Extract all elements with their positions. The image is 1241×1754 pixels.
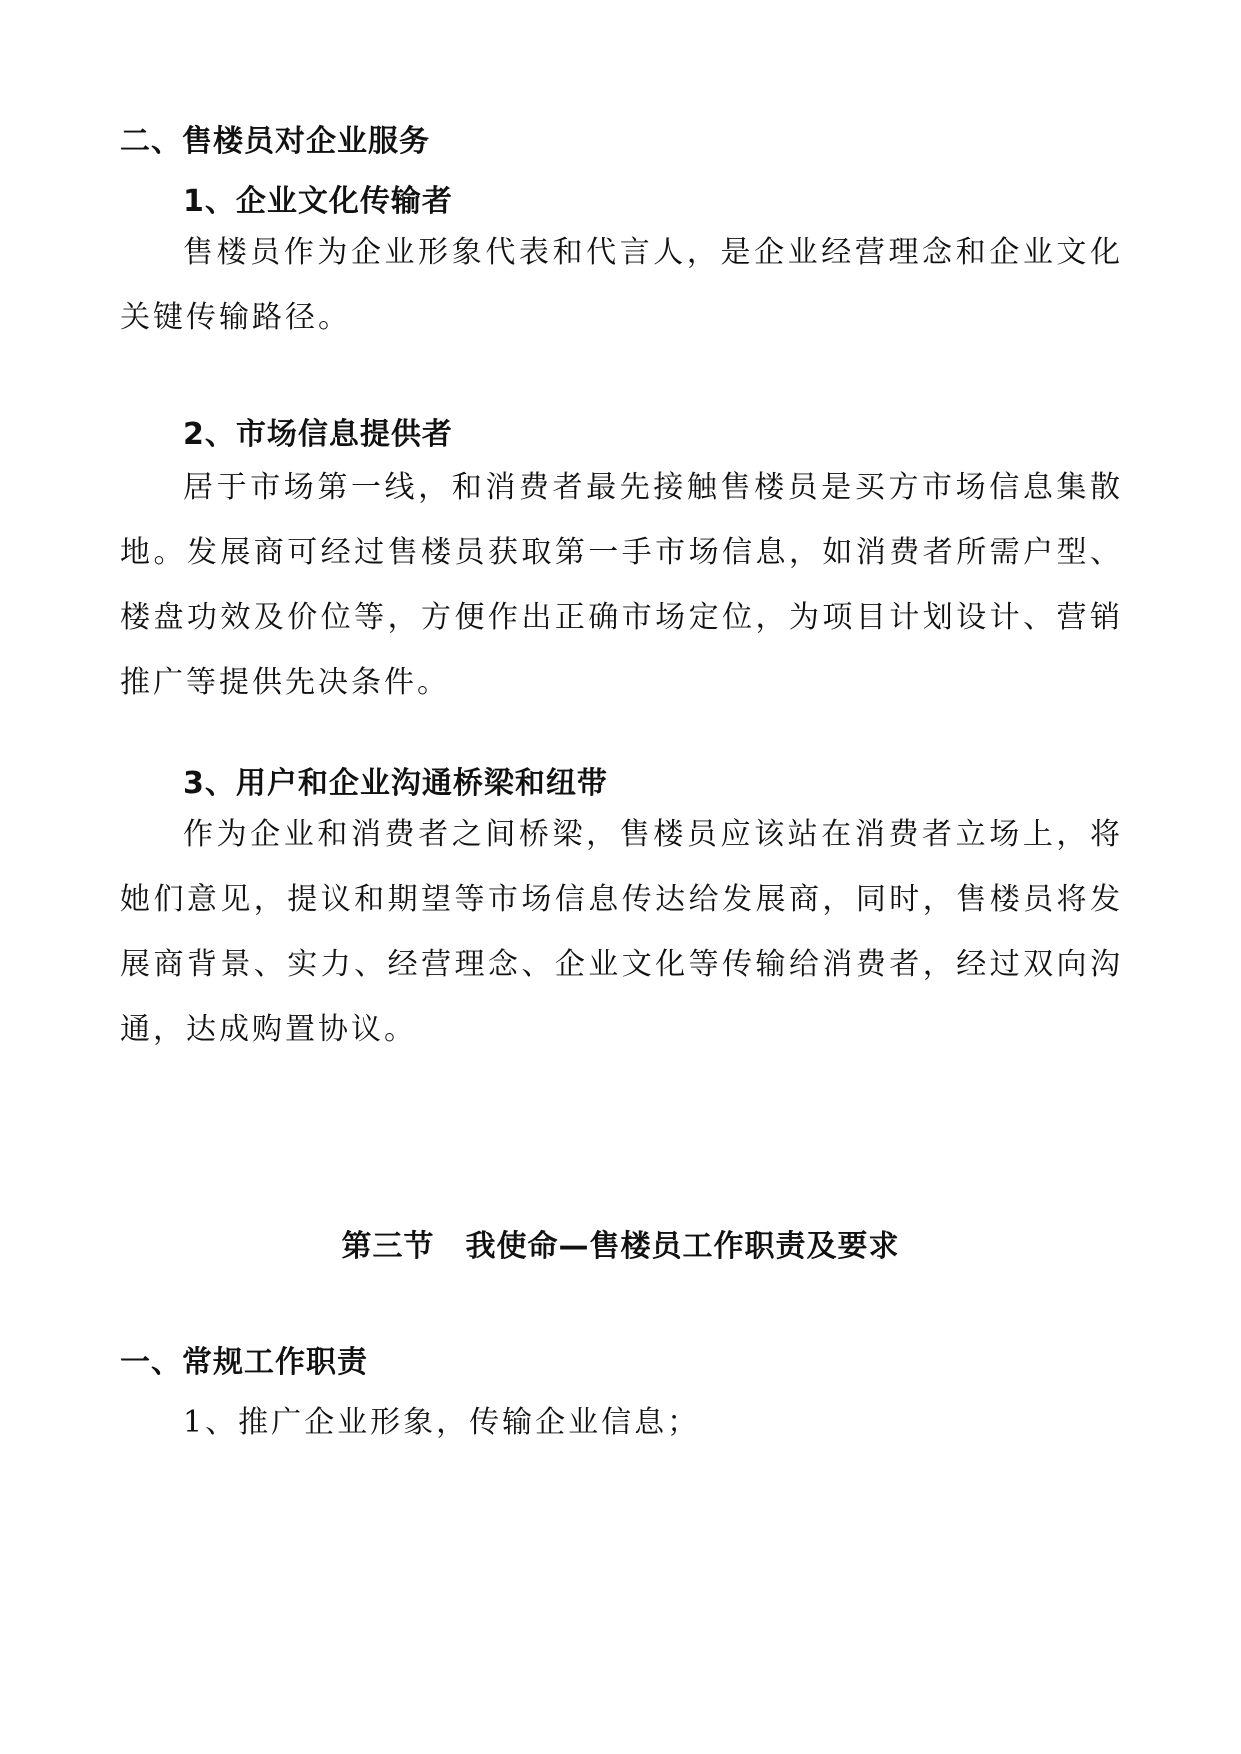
paragraph-market-info-provider: 居于市场第一线，和消费者最先接触售楼员是买方市场信息集散地。发展商可经过售楼员获取第一手市场信息，如消费者所需户型、楼盘功效及价位等，方便作出正确市场定位，为项目计划设计、营销推广等提供先决条件。 xyxy=(120,470,1123,700)
section-title: 第三节 我使命—售楼员工作职责及要求 xyxy=(341,1229,900,1264)
heading-enterprise-service: 二、售楼员对企业服务 xyxy=(120,124,430,159)
heading-routine-duties: 一、常规工作职责 xyxy=(120,1345,368,1380)
paragraph-communication-bridge: 作为企业和消费者之间桥梁，售楼员应该站在消费者立场上，将她们意见，提议和期望等市场信息传达给发展商，同时，售楼员将发展商背景、实力、经营理念、企业文化等传输给消费者，经过双向沟通，达成购置协议。 xyxy=(120,817,1123,1047)
list-item-duty-1: 1、推广企业形象，传输企业信息； xyxy=(183,1405,701,1440)
subheading-communication-bridge: 3、用户和企业沟通桥梁和纽带 xyxy=(183,766,608,801)
subheading-culture-transmitter: 1、企业文化传输者 xyxy=(183,184,453,219)
subheading-market-info-provider: 2、市场信息提供者 xyxy=(183,417,453,452)
paragraph-culture-transmitter: 售楼员作为企业形象代表和代言人，是企业经营理念和企业文化关键传输路径。 xyxy=(120,235,1123,335)
